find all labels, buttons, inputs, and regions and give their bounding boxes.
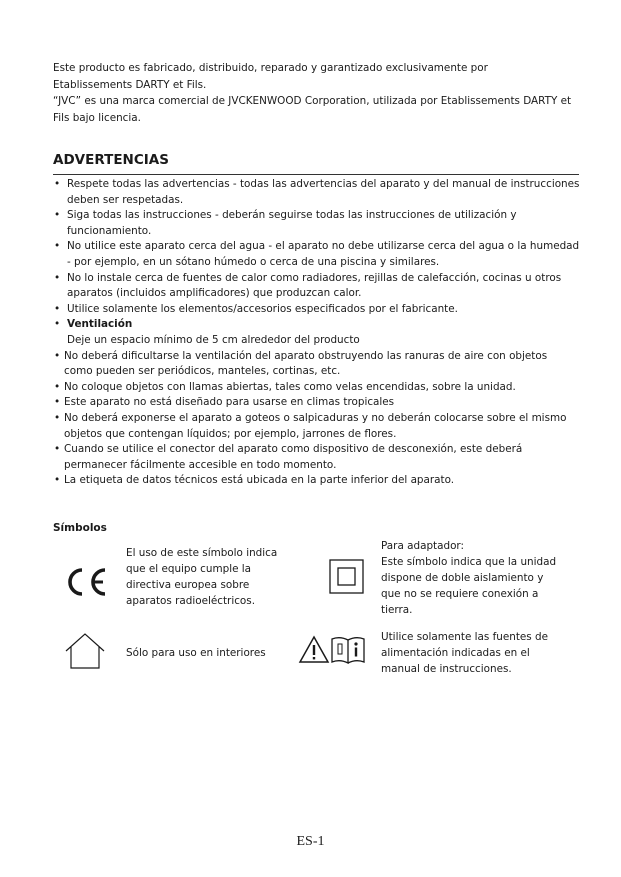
intro-line: “JVC” es una marca comercial de JVCKENWOOD Corporation, utilizada por Etablissements DARTY et (53, 95, 572, 107)
intro-paragraph (53, 60, 583, 126)
ce-description: El uso de este símbolo indica que el equipo cumple la directiva europea sobre aparatos radioeléctricos. (126, 547, 278, 607)
intro-line: Fils bajo licencia. (53, 111, 141, 124)
manual-description: Utilice solamente las fuentes de alimentación indicadas en el manual de instrucciones. (381, 631, 549, 675)
page-number: ES-1 (296, 834, 325, 849)
warning-item: • Utilice solamente los elementos/accesorios especificados por el fabricante. (54, 302, 458, 315)
warning-item: • Respete todas las advertencias - todas las advertencias del aparato y del manual de instrucciones deben ser respetadas. (54, 178, 580, 206)
warnings-heading: ADVERTENCIAS (53, 152, 169, 168)
indoor-description: Sólo para uso en interiores (126, 647, 266, 659)
ventilation-title: Ventilación (67, 318, 133, 331)
warning-item: • Siga todas las instrucciones - deberán seguirse todas las instrucciones de utilización y funcionamiento. (54, 209, 517, 237)
indoor-house-icon (64, 632, 106, 670)
symbols-heading: Símbolos (53, 522, 107, 534)
intro-line: Etablissements DARTY et Fils. (53, 78, 207, 91)
warning-item: • No lo instale cerca de fuentes de calor como radiadores, rejillas de calefacción, cocinas u otros aparatos (incluidos amplificadores) que produzcan calor. (54, 271, 562, 300)
warning-item: • La etiqueta de datos técnicos está ubicada en la parte inferior del aparato. (54, 474, 455, 487)
double-insulation-icon (329, 559, 364, 594)
warning-item: • No deberá dificultarse la ventilación del aparato obstruyendo las ranuras de aire con objetos como pueden ser periódicos, manteles, cortinas, etc. (54, 349, 548, 378)
warning-manual-icon (298, 635, 368, 665)
warning-item: • No utilice este aparato cerca del agua - el aparato no debe utilizarse cerca del agua o la humedad - por ejemplo, en un sótano húmedo o cerca de una piscina y similares. (54, 240, 580, 268)
warnings-list (53, 177, 583, 489)
heading-divider (53, 174, 579, 175)
intro-line: Este producto es fabricado, distribuido, reparado y garantizado exclusivamente por (53, 62, 488, 74)
warning-item: • No coloque objetos con llamas abiertas, tales como velas encendidas, sobre la unidad. (54, 380, 516, 393)
warning-item: • Este aparato no está diseñado para usarse en climas tropicales (54, 396, 395, 409)
warning-item: • Cuando se utilice el conector del aparato como dispositivo de desconexión, este deberá permanecer fácilmente accesible en todo momento. (54, 443, 523, 471)
double-insulation-description: Para adaptador: Este símbolo indica que la unidad dispone de doble aislamiento y que no se requiere conexión a tierra. (381, 540, 557, 616)
ce-mark-icon (63, 566, 109, 598)
warning-item-ventilation: • Ventilación Deje un espacio mínimo de 5 cm alrededor del producto (53, 317, 583, 348)
warning-item: • No deberá exponerse el aparato a goteos o salpicaduras y no deberán colocarse sobre el mismo objetos que contengan líquidos; por ejemplo, jarrones de flores. (54, 411, 567, 440)
